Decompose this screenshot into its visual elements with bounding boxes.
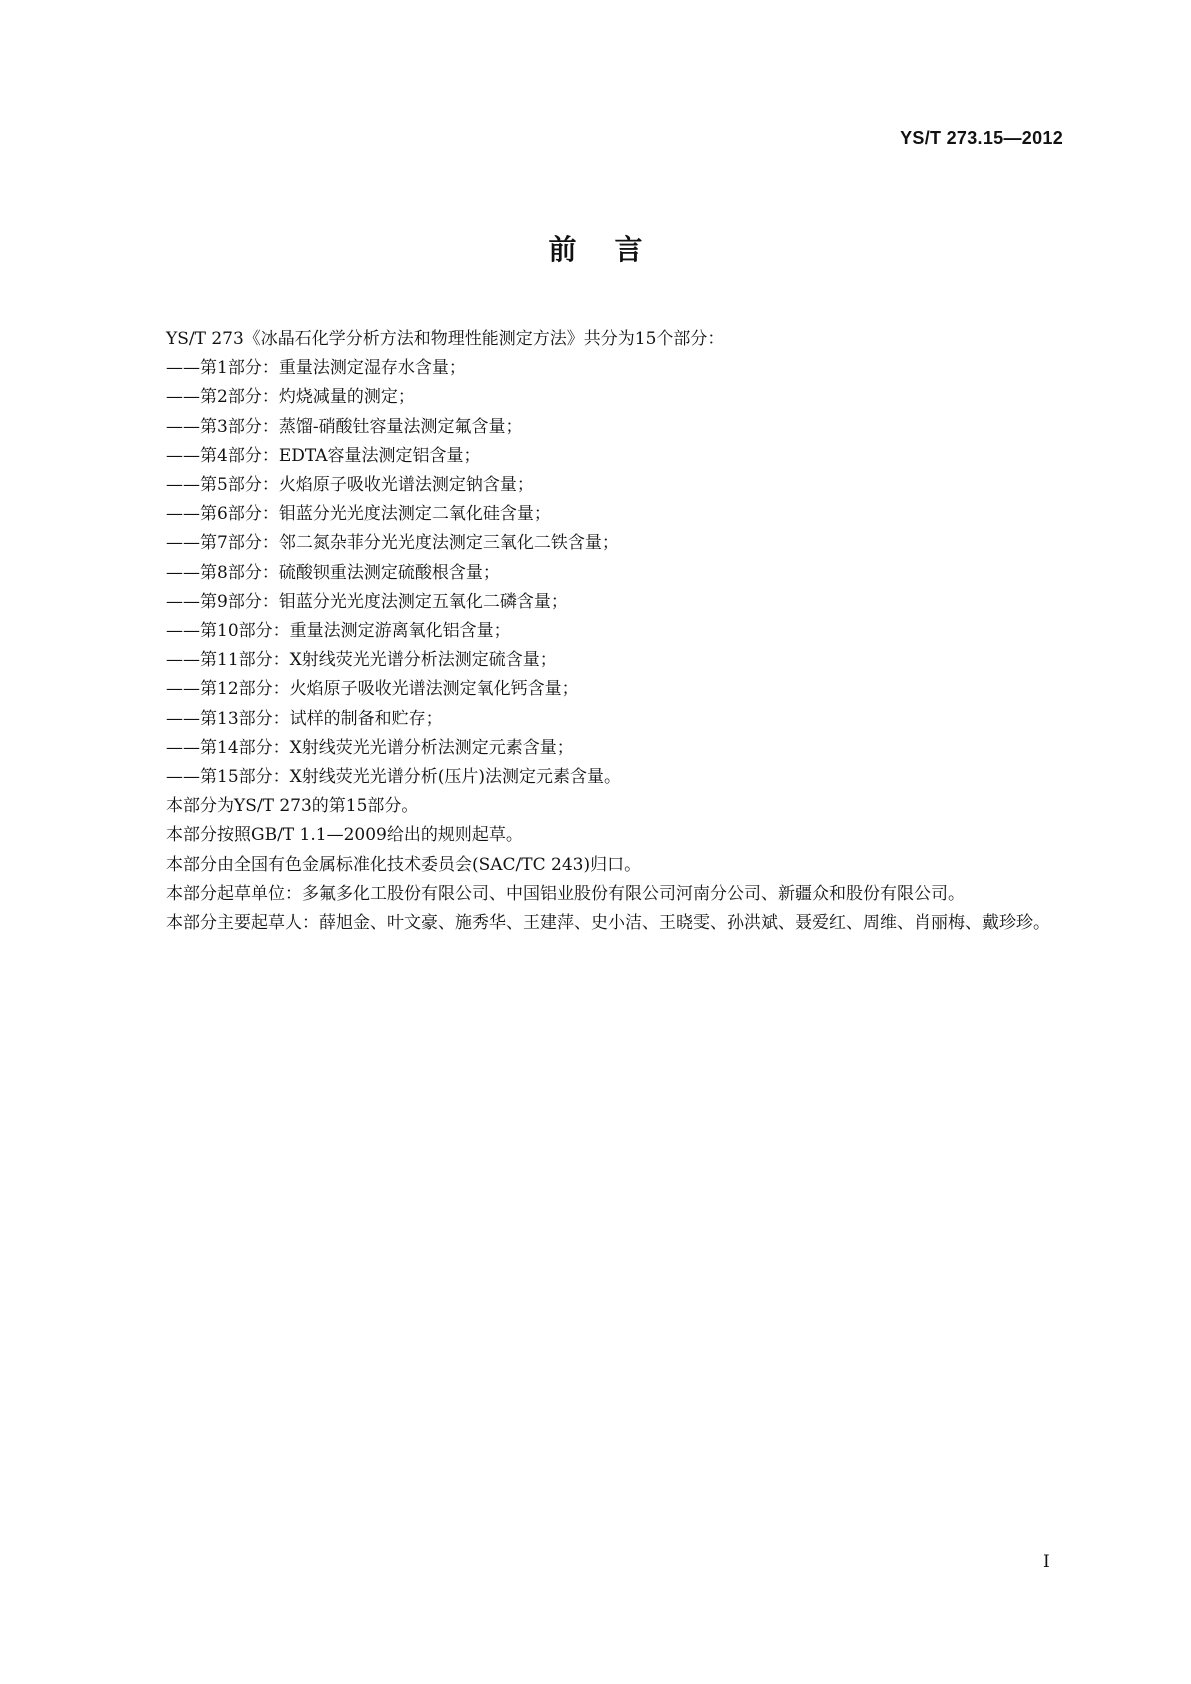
list-item: ——第8部分：硫酸钡重法测定硫酸根含量； (166, 562, 500, 583)
standard-code: YS/T 273.15—2012 (900, 128, 1063, 148)
page-number: I (1043, 1552, 1050, 1572)
list-item: ——第4部分：EDTA容量法测定铝含量； (166, 445, 481, 466)
list-item: ——第11部分：X射线荧光光谱分析法测定硫含量； (166, 650, 557, 671)
drafting-rules-statement: 本部分按照GB/T 1.1—2009给出的规则起草。 (166, 825, 523, 846)
part-of-statement: 本部分为YS/T 273的第15部分。 (166, 796, 419, 817)
list-item: ——第2部分：灼烧减量的测定； (166, 387, 415, 408)
intro-paragraph: YS/T 273《冰晶石化学分析方法和物理性能测定方法》共分为15个部分： (166, 329, 725, 349)
list-item: ——第15部分：X射线荧光光谱分析(压片)法测定元素含量。 (166, 767, 621, 788)
page-title: 前言 (548, 233, 681, 266)
drafters-statement: 本部分主要起草人：薛旭金、叶文豪、施秀华、王建萍、史小洁、王晓雯、孙洪斌、聂爱红、周维、肖丽梅、戴珍珍。 (166, 913, 1050, 934)
list-item: ——第12部分：火焰原子吸收光谱法测定氧化钙含量； (166, 679, 579, 700)
list-item: ——第3部分：蒸馏-硝酸钍容量法测定氟含量； (166, 416, 523, 437)
list-item: ——第5部分：火焰原子吸收光谱法测定钠含量； (166, 475, 534, 496)
list-item: ——第14部分：X射线荧光光谱分析法测定元素含量； (166, 737, 574, 758)
list-item: ——第1部分：重量法测定湿存水含量； (166, 358, 466, 379)
centralized-by-statement: 本部分由全国有色金属标准化技术委员会(SAC/TC 243)归口。 (166, 854, 642, 875)
list-item: ——第7部分：邻二氮杂菲分光光度法测定三氧化二铁含量； (166, 533, 619, 554)
foreword-body (130, 325, 1062, 938)
drafting-units-statement: 本部分起草单位：多氟多化工股份有限公司、中国铝业股份有限公司河南分公司、新疆众和股份有限公司。 (166, 883, 965, 904)
list-item: ——第6部分：钼蓝分光光度法测定二氧化硅含量； (166, 504, 551, 525)
list-item: ——第10部分：重量法测定游离氧化铝含量； (166, 621, 511, 642)
parts-list (130, 354, 1062, 792)
list-item: ——第9部分：钼蓝分光光度法测定五氧化二磷含量； (166, 591, 568, 612)
list-item: ——第13部分：试样的制备和贮存； (166, 708, 443, 729)
